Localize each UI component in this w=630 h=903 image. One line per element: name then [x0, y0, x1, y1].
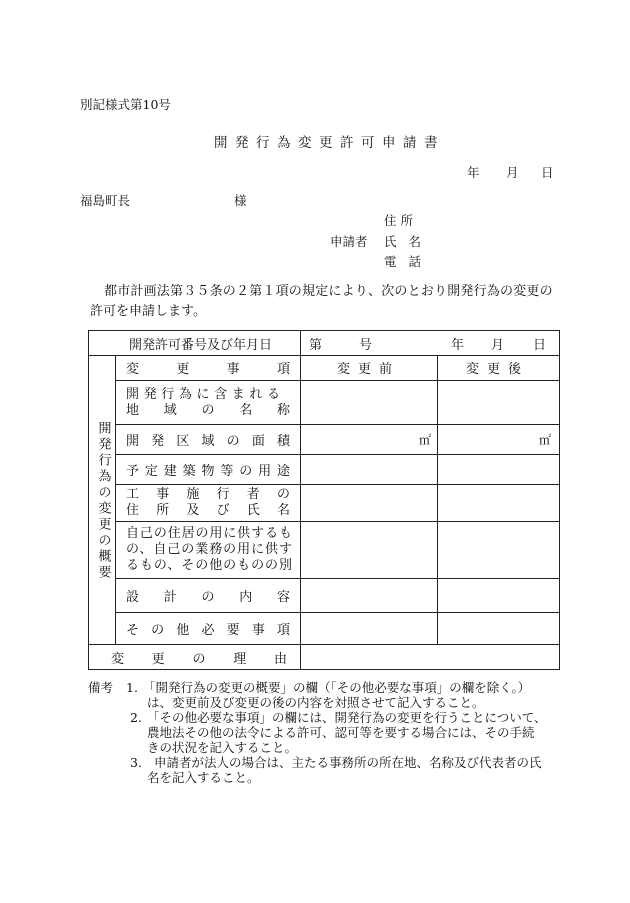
- permit-year: 年: [451, 337, 465, 353]
- row-reason: [111, 645, 287, 669]
- permit-label: 開発許可番号及び年月日: [129, 337, 273, 353]
- notes-section: [88, 680, 547, 785]
- header-after: 変更後: [466, 362, 530, 377]
- page-title: 開発行為変更許可申請書: [214, 135, 445, 151]
- row-reason-text: 変更の理由: [111, 651, 287, 667]
- note-3-line2: 名を記入すること。: [147, 770, 260, 785]
- note-3-number: 3.: [130, 755, 142, 770]
- applicant-phone-label: 電話: [384, 254, 434, 269]
- row-building-use: [126, 455, 290, 484]
- row-development-area-text: 開発区域の面積: [126, 434, 290, 449]
- row-building-use-text: 予定建築物等の用途: [126, 464, 290, 479]
- unit-before: ㎡: [419, 433, 432, 447]
- row-development-area: [126, 425, 290, 454]
- row-self-use: [126, 522, 296, 578]
- date-month-label: 月: [506, 165, 519, 180]
- form-number: 別記様式第10号: [80, 97, 171, 112]
- permit-month: 月: [491, 337, 505, 353]
- notes-heading: 備考: [88, 680, 114, 695]
- note-2-line3: きの状況を記入すること。: [147, 740, 298, 755]
- note-2-line1: 「その他必要な事項」の欄には、開発行為の変更を行うことについて、: [147, 710, 547, 725]
- date-year-label: 年: [467, 165, 480, 180]
- row-contractor-line1: 工事施行者の: [126, 487, 290, 502]
- row-self-use-line3: るもの、その他のものの別: [126, 558, 292, 573]
- honorific: 様: [234, 193, 247, 208]
- group-label-vertical: 開発行為の変更の概要: [95, 421, 111, 581]
- header-item-text: 変更事項: [126, 362, 290, 377]
- row-self-use-line1: 自己の住居の用に供するも: [126, 526, 292, 541]
- intro-line-2: 許可を申請します。: [90, 304, 206, 319]
- application-table: [88, 330, 560, 670]
- row-other-text: その他必要事項: [126, 623, 290, 638]
- note-2-line2: 農地法その他の法令による許可、認可等を要する場合には、その手続: [147, 725, 535, 740]
- permit-dai: 第: [309, 337, 323, 353]
- row-contractor-line2: 住所及び氏名: [126, 503, 290, 518]
- row-area-name-line2: 地域の名称: [126, 402, 290, 418]
- note-3-line1: 申請者が法人の場合は、主たる事務所の所在地、名称及び代表者の氏: [154, 755, 542, 770]
- row-contractor: [126, 485, 290, 521]
- header-item: [126, 355, 290, 380]
- header-before: 変更前: [337, 362, 401, 377]
- permit-go: 号: [359, 337, 373, 353]
- row-area-name-line1: 開発行為に含まれる: [126, 386, 280, 402]
- note-1-line2: は、変更前及び変更の後の内容を対照させて記入すること。: [147, 695, 485, 710]
- note-2-number: 2.: [130, 710, 142, 725]
- applicant-label: 申請者: [330, 234, 368, 249]
- date-day-label: 日: [541, 165, 554, 180]
- row-design: [126, 579, 290, 612]
- row-area-name: [126, 381, 290, 424]
- row-other: [126, 613, 290, 644]
- applicant-name-label: 氏名: [384, 234, 434, 249]
- row-design-text: 設計の内容: [126, 590, 290, 605]
- applicant-address-label: 住所: [384, 213, 418, 228]
- addressee: 福島町長: [80, 193, 131, 208]
- unit-after: ㎡: [539, 433, 552, 447]
- intro-line-1: 都市計画法第３５条の２第１項の規定により、次のとおり開発行為の変更の: [104, 284, 553, 299]
- note-1-line1: 「開発行為の変更の概要」の欄（「その他必要な事項」の欄を除く。）: [143, 680, 531, 695]
- permit-day: 日: [533, 337, 547, 353]
- note-1-number: 1.: [126, 680, 138, 695]
- row-self-use-line2: の、自己の業務の用に供す: [126, 542, 292, 557]
